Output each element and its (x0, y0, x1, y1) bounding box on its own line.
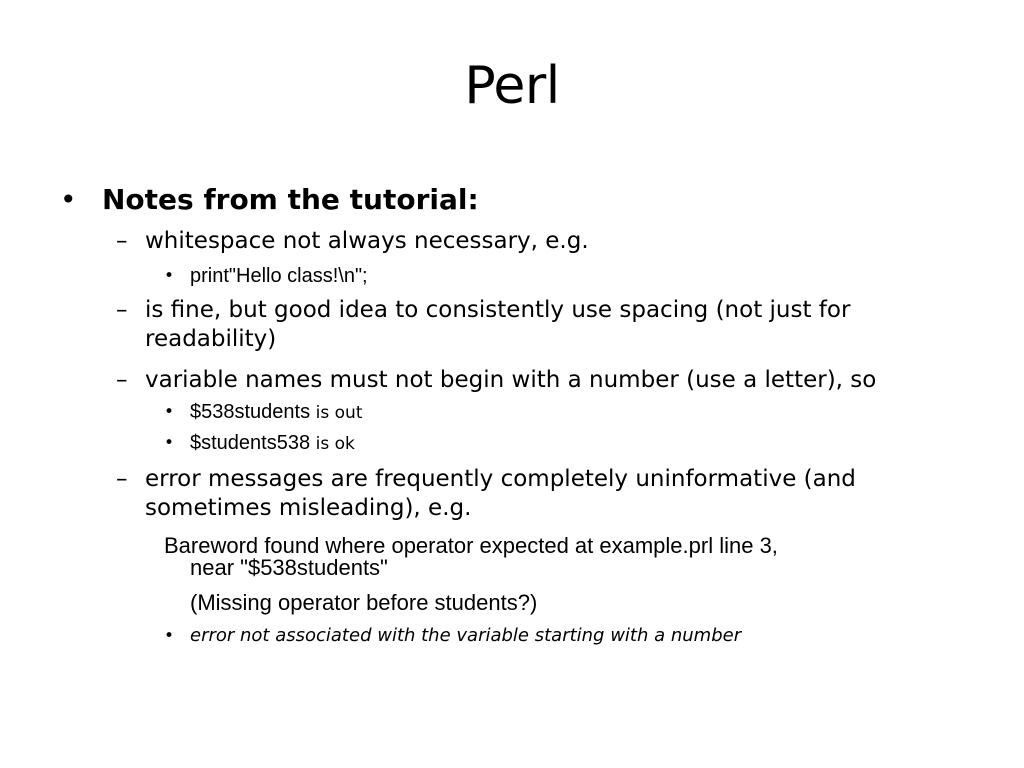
dash-marker: – (116, 297, 128, 323)
missing-operator-message: (Missing operator before students?) (190, 590, 538, 615)
error-messages-line1: error messages are frequently completely uninformative (and (145, 466, 856, 492)
bullet-marker: • (164, 402, 175, 422)
bullet-marker: • (164, 433, 175, 453)
bareword-message-line1: Bareword found where operator expected at example.prl line 3, (164, 533, 778, 558)
variable-names-text: variable names must not begin with a number (use a letter), so (145, 367, 877, 393)
spacing-text-line2: readability) (145, 326, 277, 352)
var-good-code: $students538 (190, 432, 311, 454)
var-bad-code: $538students (190, 401, 311, 423)
dash-marker: – (116, 228, 128, 254)
whitespace-text: whitespace not always necessary, e.g. (145, 228, 589, 254)
var-bad-line (190, 401, 363, 424)
error-messages-line2: sometimes misleading), e.g. (145, 495, 472, 521)
bullet-marker: • (164, 266, 175, 286)
dash-marker: – (116, 466, 128, 492)
var-bad-note: is out (315, 403, 363, 423)
bullet-marker: • (164, 626, 175, 646)
var-good-note: is ok (315, 434, 355, 454)
bareword-message-line2: near "$538students" (190, 555, 388, 580)
print-example-text: print"Hello class!\n"; (190, 265, 368, 287)
slide-title: Perl (464, 56, 560, 116)
main-bullet-text: Notes from the tutorial: (102, 183, 479, 216)
bullet-marker: • (60, 183, 77, 216)
dash-marker: – (116, 367, 128, 393)
var-good-line (190, 432, 355, 455)
error-note-text: error not associated with the variable starting with a number (190, 625, 742, 646)
spacing-text-line1: is fine, but good idea to consistently use spacing (not just for (145, 297, 851, 323)
